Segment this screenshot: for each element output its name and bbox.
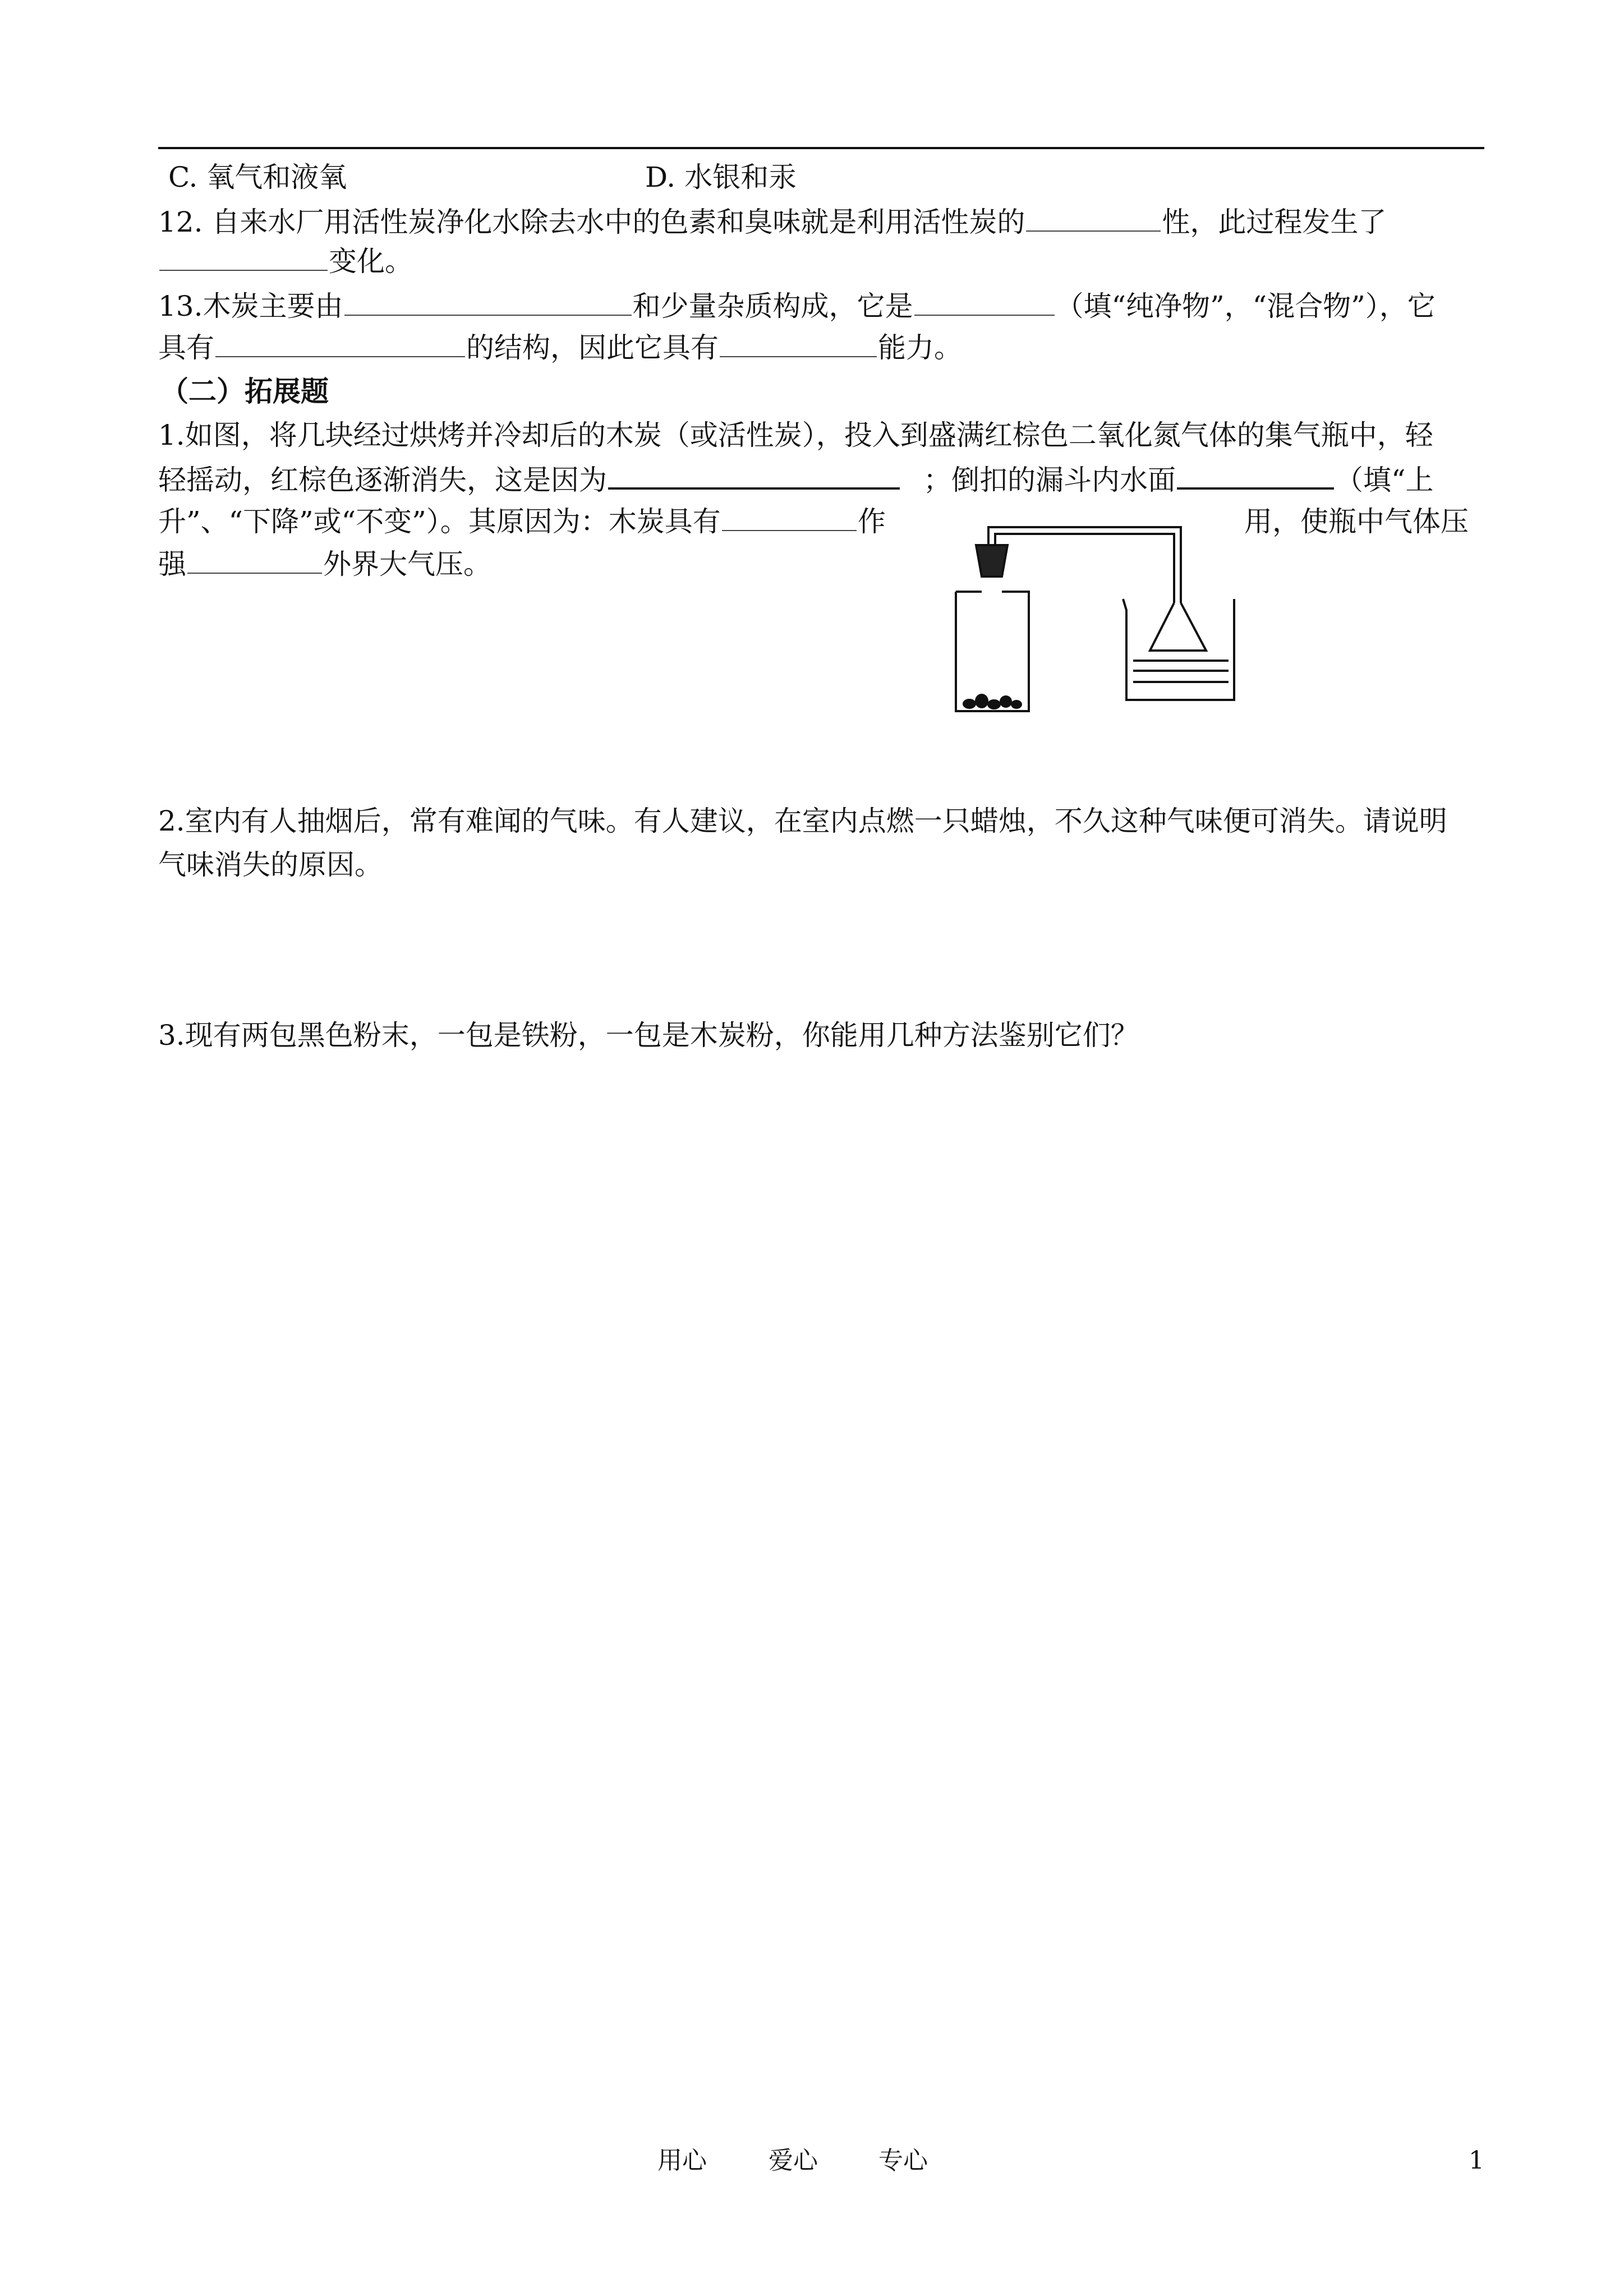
question-13-line2: 具有 的结构，因此它具有 能力。 xyxy=(158,331,962,364)
question-12-line1: 12. 自来水厂用活性炭净化水除去水中的色素和臭味就是利用活性炭的 性，此过程发生了 xyxy=(158,206,1387,238)
extension-1-line1: 1.如图，将几块经过烘烤并冷却后的木炭（或活性炭），投入到盛满红棕色二氧化氮气体的集气瓶中，轻 xyxy=(158,419,1433,451)
footer-right: 专心 xyxy=(878,2146,928,2175)
extension-3-line1: 3.现有两包黑色粉末，一包是铁粉，一包是木炭粉，你能用几种方法鉴别它们？ xyxy=(158,1019,1139,1052)
extension-1-line3-end: 用，使瓶中气体压 xyxy=(1244,505,1469,538)
footer-left: 用心 xyxy=(657,2146,707,2175)
answer-blank[interactable] xyxy=(608,487,900,490)
question-12-line2: 变化。 xyxy=(158,245,413,278)
answer-blank[interactable] xyxy=(159,269,328,271)
answer-blank[interactable] xyxy=(720,356,877,357)
question-13-line1: 13.木炭主要由 和少量杂质构成，它是 （填“纯净物”，“混合物”），它 xyxy=(158,290,1436,322)
extension-1-line4: 强 外界大气压。 xyxy=(158,548,491,580)
answer-blank[interactable] xyxy=(1177,487,1334,490)
answer-blank[interactable] xyxy=(1026,230,1161,232)
option-d: D. 水银和汞 xyxy=(645,161,797,193)
answer-blank[interactable] xyxy=(722,529,857,531)
answer-blank[interactable] xyxy=(914,314,1055,316)
answer-blank[interactable] xyxy=(187,572,322,574)
extension-2-line1: 2.室内有人抽烟后，常有难闻的气味。有人建议，在室内点燃一只蜡烛，不久这种气味便可消失。请说明 xyxy=(158,805,1447,837)
answer-blank[interactable] xyxy=(344,314,632,316)
footer-mid: 爱心 xyxy=(769,2146,818,2175)
extension-2-line2: 气味消失的原因。 xyxy=(158,849,383,881)
header-rule xyxy=(158,147,1484,149)
option-c: C. 氧气和液氧 xyxy=(168,161,347,193)
charcoal-icon xyxy=(963,694,1022,709)
extension-1-line2: 轻摇动，红棕色逐渐消失，这是因为 ；倒扣的漏斗内水面 （填“上 xyxy=(158,464,1434,496)
apparatus-figure xyxy=(954,516,1245,718)
answer-blank[interactable] xyxy=(215,356,465,357)
extension-1-line3: 升”、“下降”或“不变”）。其原因为：木炭具有 作 xyxy=(158,505,886,538)
section-title: （二）拓展题 xyxy=(160,375,329,408)
page-number: 1 xyxy=(1469,2146,1484,2175)
